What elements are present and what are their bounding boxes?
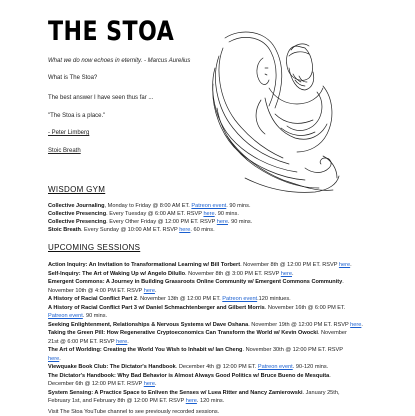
wisdom-gym-item bbox=[48, 203, 378, 210]
session-tail: . bbox=[361, 321, 363, 328]
session-line bbox=[48, 288, 378, 295]
session-details: 21st @ 6:00 PM ET. RSVP bbox=[48, 338, 117, 345]
session-details: . November 16th @ 6:00 PM ET. bbox=[264, 304, 346, 311]
session-tail: . 60 mins. bbox=[190, 227, 215, 233]
session-details: , Monday to Friday @ 8:00 AM ET. bbox=[104, 203, 192, 209]
session-title: Stoic Breath bbox=[48, 227, 81, 233]
session-tail: . bbox=[154, 287, 157, 294]
rsvp-link[interactable]: here bbox=[143, 287, 155, 294]
embracing-figures-illustration bbox=[205, 28, 345, 198]
session-line bbox=[48, 262, 378, 269]
session-details: . November 8th @ 12:00 PM ET. RSVP bbox=[240, 262, 339, 268]
session-tail: . 90 mins. bbox=[226, 203, 251, 209]
wisdom-gym-heading: WISDOM GYM bbox=[48, 185, 106, 194]
patreon-event-link[interactable]: Patreon event bbox=[222, 296, 258, 302]
session-details: February 1st, and February 8th @ 12:00 PM ET. RSVP bbox=[48, 398, 186, 404]
session-details: . November 19th @ 12:00 PM ET. RSVP bbox=[248, 321, 351, 328]
wisdom-gym-item bbox=[48, 227, 378, 234]
session-details: . November 13th @ 12:00 PM ET. bbox=[137, 296, 223, 302]
session-title: Collective Journaling bbox=[48, 203, 105, 209]
session-details: . January 25th, bbox=[302, 389, 340, 396]
youtube-footer-text: Visit The Stoa YouTube channel to see previously recorded sessions. bbox=[48, 409, 220, 415]
session-tail: . bbox=[59, 355, 61, 362]
session-title: Collective Presencing bbox=[48, 211, 107, 217]
session-title: Action Inquiry: An Invitation to Transformational Learning w/ Bill Torbert bbox=[48, 262, 241, 268]
session-line bbox=[48, 364, 378, 371]
session-line bbox=[48, 330, 378, 337]
rsvp-link[interactable]: here bbox=[350, 321, 362, 328]
session-tail: . 90 mins. bbox=[228, 219, 253, 225]
rsvp-link[interactable]: here bbox=[203, 211, 215, 217]
session-title: A History of Racial Conflict Part 3 w/ Daniel Schmachtenberger and Gilbert Morris bbox=[48, 304, 265, 311]
session-title: The Dictator's Handbook: Why Bad Behavior is Almost Always Good Politics w/ Bruce Bueno de Mesquita bbox=[48, 372, 330, 379]
session-title: Collective Presencing bbox=[48, 219, 107, 225]
session-line bbox=[48, 339, 378, 346]
upcoming-sessions-heading: UPCOMING SESSIONS bbox=[48, 243, 141, 252]
session-title: Seeking Enlightenment, Relationships & Nervous Systems w/ Dave Oshana bbox=[48, 321, 249, 328]
intro-question: What is The Stoa? bbox=[48, 75, 98, 81]
session-line bbox=[48, 279, 378, 286]
session-title: Emergent Commons: A Journey in Building Grassroots Online Community w/ Emergent Commons Community bbox=[48, 279, 343, 285]
rsvp-link[interactable]: here bbox=[179, 227, 191, 233]
session-details: . November 30th @ 12:00 PM ET. RSVP bbox=[242, 347, 343, 353]
patreon-event-link[interactable]: Patreon event bbox=[257, 364, 293, 370]
patreon-event-link[interactable]: Patreon event bbox=[191, 203, 227, 209]
session-tail: . bbox=[350, 262, 352, 268]
session-line bbox=[48, 398, 378, 405]
session-tail: . 90 mins. bbox=[82, 313, 108, 319]
stoic-tag-link[interactable]: Stoic Breath bbox=[48, 148, 81, 154]
rsvp-link[interactable]: here bbox=[280, 270, 292, 277]
session-line bbox=[48, 313, 378, 320]
rsvp-link[interactable]: here bbox=[48, 355, 60, 362]
session-tail: . bbox=[292, 270, 294, 277]
rsvp-link[interactable]: here bbox=[116, 338, 128, 345]
intro-quote: "The Stoa is a place." bbox=[48, 113, 106, 119]
session-tail: .120 mintues. bbox=[257, 296, 291, 302]
intro-author-link[interactable]: - Peter Limberg bbox=[48, 130, 90, 136]
session-title: Self-Inquiry: The Art of Waking Up w/ Angelo Dilullo bbox=[48, 270, 186, 277]
session-line bbox=[48, 356, 378, 363]
session-line bbox=[48, 305, 378, 312]
intro-best-answer: The best answer I have seen thus far ... bbox=[48, 95, 154, 101]
session-title: The Art of Worlding: Creating the World You Wish to Inhabit w/ Ian Cheng bbox=[48, 347, 243, 353]
session-tail: . 90 mins. bbox=[214, 211, 239, 217]
session-details: November 10th @ 4:00 PM ET. RSVP bbox=[48, 287, 144, 294]
rsvp-link[interactable]: here bbox=[338, 262, 351, 268]
session-details: . November bbox=[317, 330, 347, 336]
session-line bbox=[48, 373, 378, 380]
session-tail: . bbox=[127, 338, 129, 345]
session-details: . November 8th @ 3:00 PM ET. RSVP bbox=[185, 270, 281, 277]
session-title: A History of Racial Conflict Part 2 bbox=[48, 296, 137, 302]
wisdom-gym-item bbox=[48, 219, 378, 226]
rsvp-link[interactable]: here bbox=[185, 398, 197, 404]
session-line bbox=[48, 347, 378, 354]
epigraph-quote: What we do now echoes in eternity. - Marcus Aurelius bbox=[48, 58, 191, 64]
session-details: . Every Other Friday @ 12:00 PM ET. RSVP bbox=[106, 219, 217, 225]
session-title: Taking the Green Pill: How Regenerative Cryptoeconomics Can Transform the World w/ Kevin Owocki bbox=[48, 330, 318, 336]
session-details: December 6th @ 12:00 PM ET. RSVP bbox=[48, 381, 144, 387]
session-details: . Every Sunday @ 10:00 AM ET. RSVP bbox=[80, 227, 180, 233]
rsvp-link[interactable]: here bbox=[216, 219, 228, 225]
session-details: . bbox=[329, 372, 331, 379]
session-line bbox=[48, 296, 378, 303]
session-details: . bbox=[342, 279, 344, 285]
patreon-event-link[interactable]: Patreon event bbox=[48, 313, 83, 319]
session-title: System Sensing: A Practice Space to Enliven the Senses w/ Luea Ritter and Nancy Zamierowski bbox=[48, 389, 303, 396]
session-details: . Every Tuesday @ 6:00 AM ET. RSVP bbox=[106, 211, 204, 217]
session-details: . December 4th @ 12:00 PM ET. bbox=[175, 364, 258, 370]
session-line bbox=[48, 390, 378, 397]
page-title: THE STOA bbox=[48, 16, 175, 47]
session-line bbox=[48, 381, 378, 388]
rsvp-link[interactable]: here bbox=[143, 381, 155, 387]
wisdom-gym-item bbox=[48, 211, 378, 218]
session-line bbox=[48, 322, 378, 329]
session-line bbox=[48, 271, 378, 278]
session-tail: . bbox=[154, 381, 157, 387]
session-tail: . 90-120 mins. bbox=[292, 364, 329, 370]
session-tail: . 120 mins. bbox=[196, 398, 225, 404]
session-title: Viewquake Book Club: The Dictator's Handbook bbox=[48, 364, 176, 370]
